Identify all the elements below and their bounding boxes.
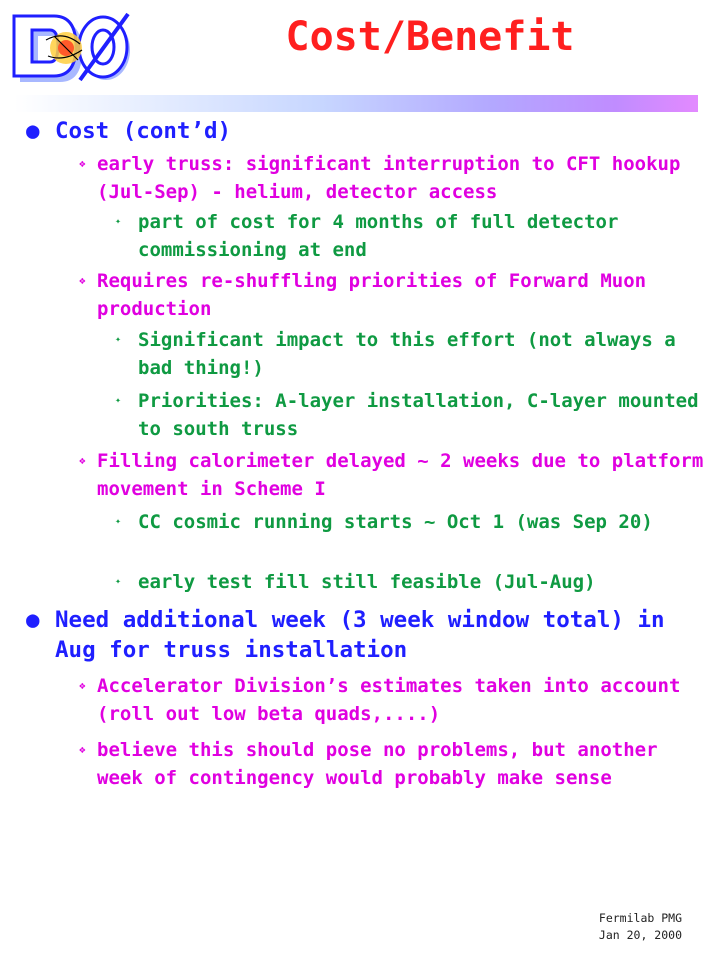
list-item — [0, 267, 720, 326]
diamond-bullet-icon: ❖ — [79, 274, 86, 287]
footer — [599, 910, 682, 944]
list-item-text: Filling calorimeter delayed ~ 2 weeks due to platform movement in Scheme I — [97, 450, 704, 500]
title-divider — [14, 95, 698, 112]
footer-org: Fermilab PMG — [598, 911, 682, 925]
sub-list-item — [0, 508, 720, 568]
star-bullet-icon: ✦ — [115, 395, 122, 406]
sub-list-item — [0, 208, 720, 267]
list-item-text: Accelerator Division’s estimates taken into account (roll out low beta quads,....) — [97, 675, 681, 725]
slide-content — [0, 116, 720, 822]
sub-list-item-text: part of cost for 4 months of full detector commissioning at end — [138, 211, 619, 261]
diamond-bullet-icon: ❖ — [79, 454, 86, 467]
list-item-text: early truss: significant interruption to CFT hookup (Jul-Sep) - helium, detector access — [97, 153, 681, 203]
section-truss — [0, 605, 720, 672]
list-item — [0, 672, 720, 736]
list-item — [0, 447, 720, 508]
section-cost — [0, 116, 720, 150]
section-heading: Need additional week (3 week window total) in Aug for truss installation — [55, 607, 665, 663]
list-item-text: believe this should pose no problems, but another week of contingency would probably make sense — [97, 739, 658, 789]
sub-list-item-text: CC cosmic running starts ~ Oct 1 (was Sep 20) — [138, 511, 653, 533]
bullet-icon: ● — [26, 607, 40, 633]
star-bullet-icon: ✦ — [115, 216, 122, 227]
sub-list-item — [0, 568, 720, 605]
sub-list-item-text: Significant impact to this effort (not always a bad thing!) — [138, 329, 676, 379]
footer-date: Jan 20, 2000 — [598, 928, 682, 942]
sub-list-item — [0, 326, 720, 387]
star-bullet-icon: ✦ — [115, 516, 122, 527]
section-heading: Cost (cont’d) — [55, 118, 232, 144]
diamond-bullet-icon: ❖ — [79, 743, 86, 756]
list-item — [0, 150, 720, 208]
page-title: Cost/Benefit — [285, 14, 575, 60]
star-bullet-icon: ✦ — [115, 576, 122, 587]
sub-list-item — [0, 387, 720, 447]
sub-list-item-text: early test fill still feasible (Jul-Aug) — [138, 571, 596, 593]
dzero-logo — [8, 10, 136, 86]
bullet-icon: ● — [26, 118, 40, 144]
diamond-bullet-icon: ❖ — [79, 679, 86, 692]
sub-list-item-text: Priorities: A-layer installation, C-layer mounted to south truss — [138, 390, 699, 440]
diamond-bullet-icon: ❖ — [79, 157, 86, 170]
list-item — [0, 736, 720, 822]
star-bullet-icon: ✦ — [115, 334, 122, 345]
list-item-text: Requires re-shuffling priorities of Forward Muon production — [97, 270, 647, 320]
